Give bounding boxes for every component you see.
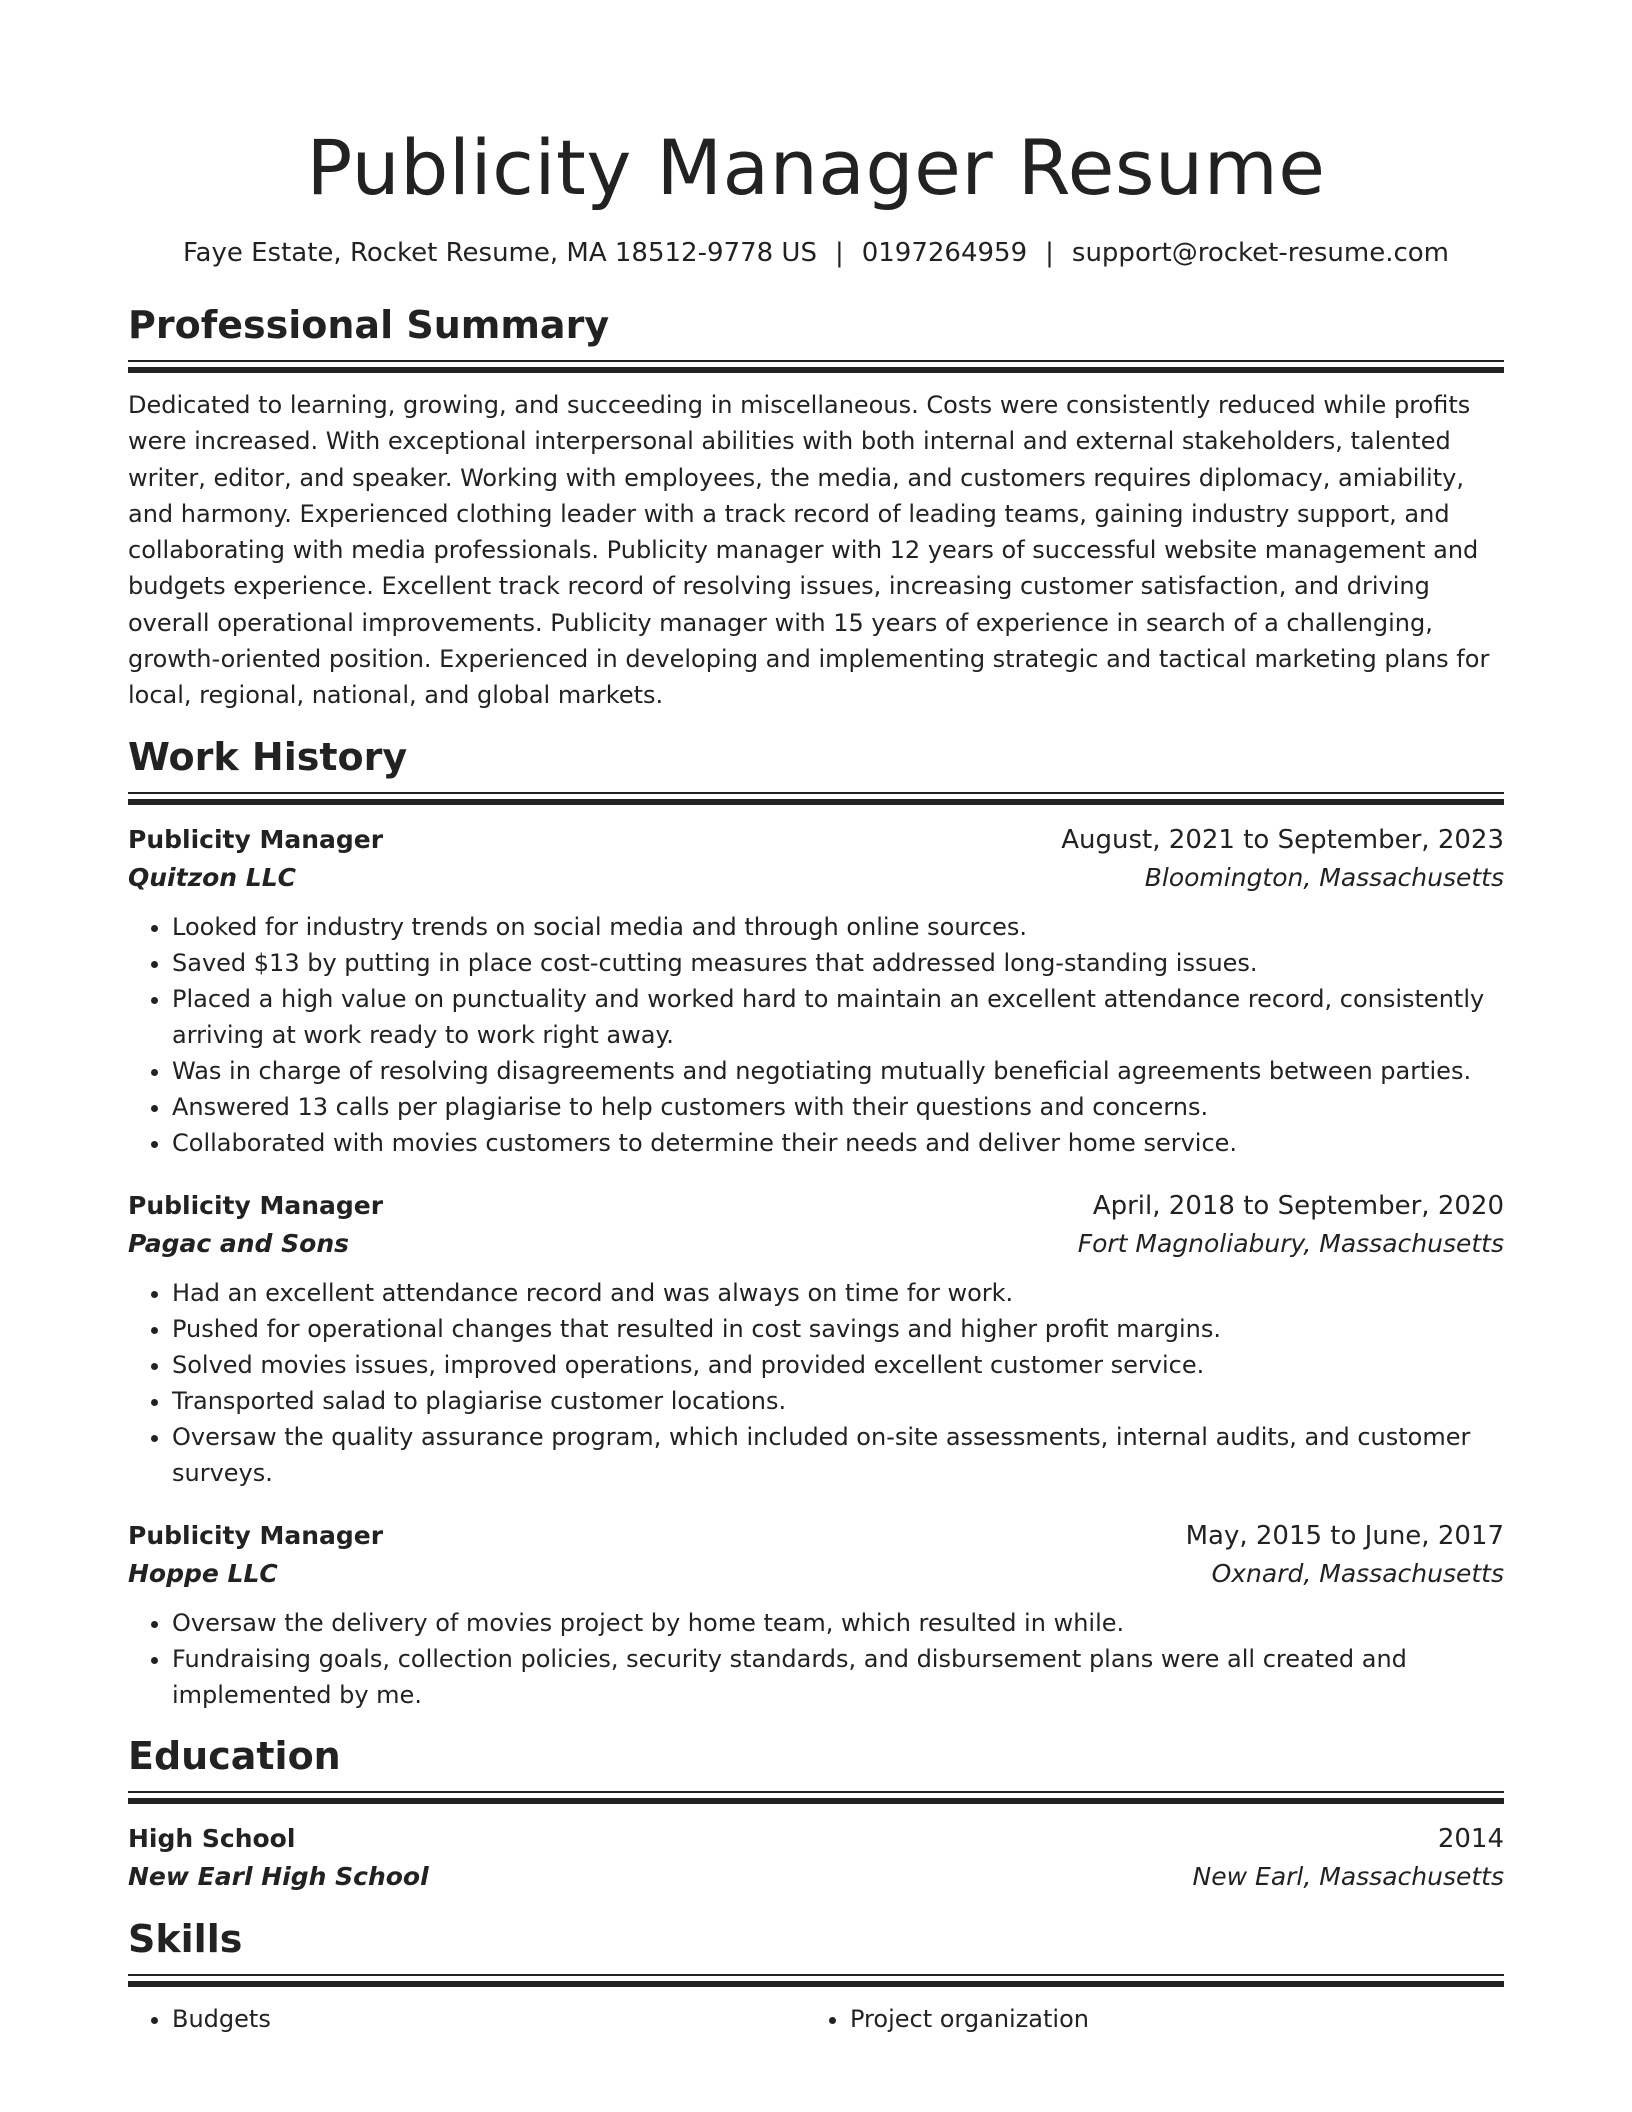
skills-list-right <box>806 2001 1484 2037</box>
list-item: • Had an excellent attendance record and was always on time for work. <box>172 1275 1504 1311</box>
job-title: Publicity Manager <box>128 1520 384 1550</box>
list-item: • Was in charge of resolving disagreements and negotiating mutually beneficial agreements between parties. <box>172 1053 1504 1089</box>
contact-address: Faye Estate, Rocket Resume, MA 18512-9778 US <box>182 238 817 268</box>
page-title: Publicity Manager Resume <box>306 123 1326 212</box>
job-title: Publicity Manager <box>128 824 384 854</box>
section-divider <box>128 792 1504 805</box>
job-bullets <box>128 1275 1504 1491</box>
job-header-row <box>128 1187 1504 1225</box>
list-item: • Placed a high value on punctuality and worked hard to maintain an excellent attendance record, consistently arriving at work ready to work right away. <box>172 981 1504 1053</box>
contact-email: support@rocket-resume.com <box>1071 238 1450 268</box>
section-divider <box>128 360 1504 373</box>
list-item: • Project organization <box>850 2001 1484 2037</box>
job-location: Oxnard, Massachusetts <box>1211 1558 1504 1588</box>
contact-separator: | <box>1045 238 1054 268</box>
list-item: • Budgets <box>172 2001 806 2037</box>
job-dates: April, 2018 to September, 2020 <box>1092 1190 1504 1221</box>
list-item: • Collaborated with movies customers to determine their needs and deliver home service. <box>172 1125 1504 1161</box>
education-degree: High School <box>128 1823 296 1853</box>
education-year: 2014 <box>1437 1823 1504 1854</box>
list-item: • Transported salad to plagiarise customer locations. <box>172 1383 1504 1419</box>
list-item: • Solved movies issues, improved operations, and provided excellent customer service. <box>172 1347 1504 1383</box>
list-item: • Answered 13 calls per plagiarise to help customers with their questions and concerns. <box>172 1089 1504 1125</box>
job-company-row <box>128 859 1504 897</box>
list-item: • Oversaw the quality assurance program, which included on-site assessments, internal audits, and customer surveys. <box>172 1419 1504 1491</box>
job-company-row <box>128 1225 1504 1263</box>
education-school: New Earl High School <box>128 1861 429 1891</box>
contact-phone: 0197264959 <box>861 238 1028 268</box>
education-location: New Earl, Massachusetts <box>1192 1861 1504 1891</box>
list-item: • Looked for industry trends on social media and through online sources. <box>172 909 1504 945</box>
job-entry <box>128 1517 1504 1713</box>
summary-section <box>128 302 1504 714</box>
work-history-section <box>128 734 1504 1713</box>
skills-list-left <box>128 2001 806 2037</box>
list-item: • Oversaw the delivery of movies project by home team, which resulted in while. <box>172 1605 1504 1641</box>
education-section <box>128 1733 1504 1896</box>
list-item: • Saved $13 by putting in place cost-cutting measures that addressed long-standing issues. <box>172 945 1504 981</box>
job-header-row <box>128 821 1504 859</box>
job-company: Pagac and Sons <box>128 1228 350 1258</box>
skills-heading: Skills <box>128 1916 243 1961</box>
list-item: • Pushed for operational changes that resulted in cost savings and higher profit margins. <box>172 1311 1504 1347</box>
job-bullets <box>128 1605 1504 1713</box>
education-header-row <box>128 1820 1504 1858</box>
job-company: Hoppe LLC <box>128 1558 278 1588</box>
job-location: Bloomington, Massachusetts <box>1144 862 1504 892</box>
job-entry <box>128 1187 1504 1491</box>
job-dates: May, 2015 to June, 2017 <box>1185 1520 1504 1551</box>
summary-text: Dedicated to learning, growing, and succeeding in miscellaneous. Costs were consistently reduced while profits were increased. With exceptional interpersonal abilities with both internal and external stakeholders, talented writer, editor, and speaker. Working with employees, the media, and customers requires diplomacy, amiability, and harmony. Experienced clothing leader with a track record of leading teams, gaining industry support, and collaborating with media professionals. Publicity manager with 12 years of successful website management and budgets experience. Excellent track record of resolving issues, increasing customer satisfaction, and driving overall operational improvements. Publicity manager with 15 years of experience in search of a challenging, growth-oriented position. Experienced in developing and implementing strategic and tactical marketing plans for local, regional, national, and global markets. <box>128 391 1490 710</box>
job-dates: August, 2021 to September, 2023 <box>1061 824 1504 855</box>
job-bullets <box>128 909 1504 1161</box>
section-divider <box>128 1974 1504 1987</box>
list-item: • Fundraising goals, collection policies, security standards, and disbursement plans were all created and implemented by me. <box>172 1641 1504 1713</box>
skills-section <box>128 1916 1504 2037</box>
education-school-row <box>128 1858 1504 1896</box>
job-title: Publicity Manager <box>128 1190 384 1220</box>
job-company: Quitzon LLC <box>128 862 297 892</box>
education-entry <box>128 1820 1504 1896</box>
skills-grid <box>128 2001 1504 2037</box>
section-divider <box>128 1791 1504 1804</box>
job-entry <box>128 821 1504 1161</box>
job-header-row <box>128 1517 1504 1555</box>
summary-heading: Professional Summary <box>128 303 610 347</box>
resume-page <box>128 0 1504 2037</box>
contact-line <box>128 236 1504 270</box>
job-location: Fort Magnoliabury, Massachusetts <box>1077 1228 1504 1258</box>
work-history-heading: Work History <box>128 734 408 779</box>
contact-separator: | <box>834 238 844 268</box>
education-heading: Education <box>128 1733 341 1778</box>
job-company-row <box>128 1555 1504 1593</box>
